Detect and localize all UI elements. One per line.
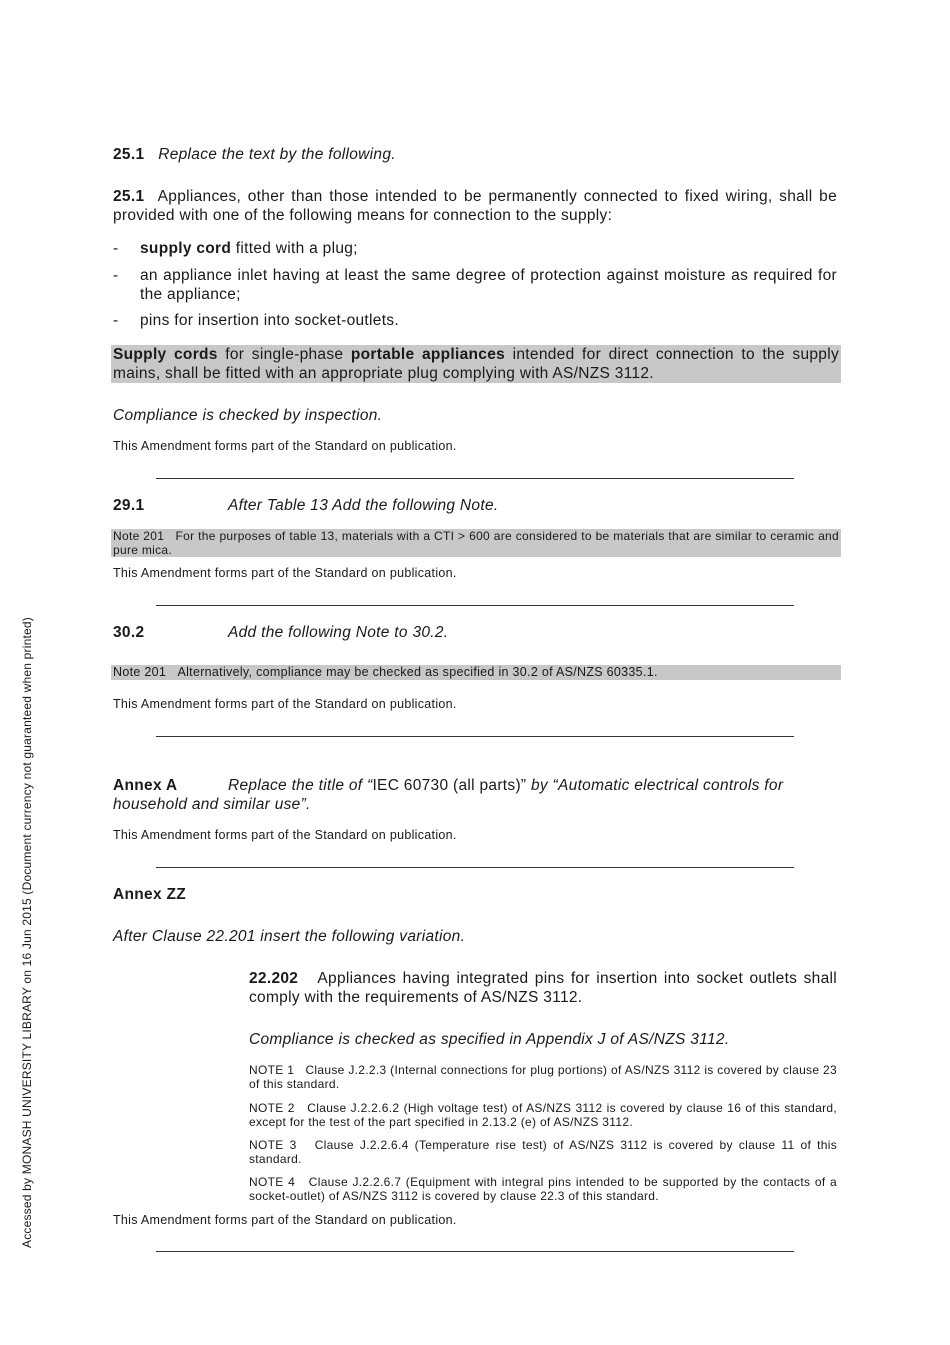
note-label: NOTE 4 (249, 1175, 296, 1189)
amendment-note: This Amendment forms part of the Standard on publication. (113, 566, 457, 580)
note-label: NOTE 1 (249, 1063, 295, 1077)
note-201-box (111, 665, 841, 680)
amendment-note: This Amendment forms part of the Standard on publication. (113, 828, 457, 842)
list-text: fitted with a plug; (231, 240, 358, 257)
term-bold: Supply cords (113, 346, 218, 363)
clause-text: Appliances having integrated pins for insertion into socket outlets shall comply with the requirements of AS/NZS 3112. (249, 970, 837, 1006)
annex-label: Annex A (113, 777, 178, 794)
instruction-text: IEC 60730 (all parts)” (372, 777, 527, 794)
amendment-note: This Amendment forms part of the Standard on publication. (113, 439, 457, 453)
list-text: pins for insertion into socket-outlets. (140, 312, 399, 329)
clause-number: 22.202 (249, 970, 299, 987)
clause-number: 25.1 (113, 146, 145, 163)
instruction-text: by “Automatic electrical controls for household and similar use”. (113, 777, 784, 813)
list-dash: - (113, 267, 119, 284)
note-label: NOTE 2 (249, 1101, 295, 1115)
instruction-text: Replace the title of “ (228, 777, 373, 794)
note-label: Note 201 (113, 529, 165, 543)
clause-number: 29.1 (113, 497, 145, 514)
clause-number: 25.1 (113, 188, 145, 205)
clause-25-1-paragraph (113, 187, 837, 225)
note-text: Clause J.2.2.6.4 (Temperature rise test) of AS/NZS 3112 is covered by clause 11 of this standard. (249, 1138, 837, 1166)
list-dash: - (113, 312, 119, 329)
note-text: For the purposes of table 13, materials with a CTI > 600 are considered to be materials that are similar to ceramic and pure mica. (113, 529, 839, 557)
compliance-statement: Compliance is checked as specified in Appendix J of AS/NZS 3112. (249, 1031, 730, 1048)
note-text: Clause J.2.2.6.2 (High voltage test) of AS/NZS 3112 is covered by clause 16 of this standard, except for the test of the part specified in 2.13.2 (e) of AS/NZS 3112. (249, 1101, 837, 1129)
term-bold: portable appliances (350, 346, 506, 363)
note-label: Note 201 (113, 665, 167, 679)
note-item (249, 1063, 837, 1091)
clause-25-1-heading (113, 145, 837, 164)
instruction-text: Add the following Note to 30.2. (228, 624, 449, 641)
list-item (113, 239, 837, 258)
list-item (113, 311, 837, 330)
instruction-text: Replace the text by the following. (158, 146, 396, 163)
clause-number: 30.2 (113, 624, 145, 641)
note-text: Clause J.2.2.3 (Internal connections for plug portions) of AS/NZS 3112 is covered by clause 23 of this standard. (249, 1063, 837, 1091)
note-item (249, 1101, 837, 1129)
instruction-text: After Table 13 Add the following Note. (228, 497, 499, 514)
term-bold: supply cord (140, 240, 232, 257)
list-dash: - (113, 240, 119, 257)
section-divider (156, 736, 794, 737)
clause-text: Appliances, other than those intended to be permanently connected to fixed wiring, shall be provided with one of the following means for connection to the supply: (113, 188, 838, 224)
access-watermark: Accessed by MONASH UNIVERSITY LIBRARY on 16 Jun 2015 (Document currency not guaranteed when printed) (20, 617, 34, 1248)
list-text: an appliance inlet having at least the same degree of protection against moisture as required for the appliance; (140, 267, 837, 303)
note-item (249, 1138, 837, 1166)
section-divider (156, 867, 794, 868)
note-text: Clause J.2.2.6.7 (Equipment with integral pins intended to be supported by the contacts of a socket-outlet) of AS/NZS 3112 is covered by clause 22.3 of this standard. (249, 1175, 837, 1203)
annex-a-heading (113, 776, 837, 814)
amendment-note: This Amendment forms part of the Standard on publication. (113, 1213, 457, 1227)
highlighted-requirement (111, 345, 841, 383)
section-divider (156, 478, 794, 479)
requirement-text: for single-phase (217, 346, 351, 363)
annex-zz-heading: Annex ZZ (113, 886, 187, 903)
amendment-note: This Amendment forms part of the Standard on publication. (113, 697, 457, 711)
compliance-statement: Compliance is checked by inspection. (113, 407, 383, 424)
clause-30-2-heading (113, 623, 837, 642)
section-divider (156, 605, 794, 606)
clause-29-1-heading (113, 496, 837, 515)
note-label: NOTE 3 (249, 1138, 297, 1152)
note-item (249, 1175, 837, 1203)
note-text: Alternatively, compliance may be checked as specified in 30.2 of AS/NZS 60335.1. (177, 665, 658, 679)
list-item (113, 266, 837, 304)
clause-22-202 (249, 969, 837, 1007)
note-201-box (111, 529, 841, 557)
requirement-text: intended for direct connection to the supply mains, shall be fitted with an appropriate plug complying with AS/NZS 3112. (113, 346, 839, 382)
section-divider (156, 1251, 794, 1252)
annex-zz-intro: After Clause 22.201 insert the following variation. (113, 928, 466, 945)
